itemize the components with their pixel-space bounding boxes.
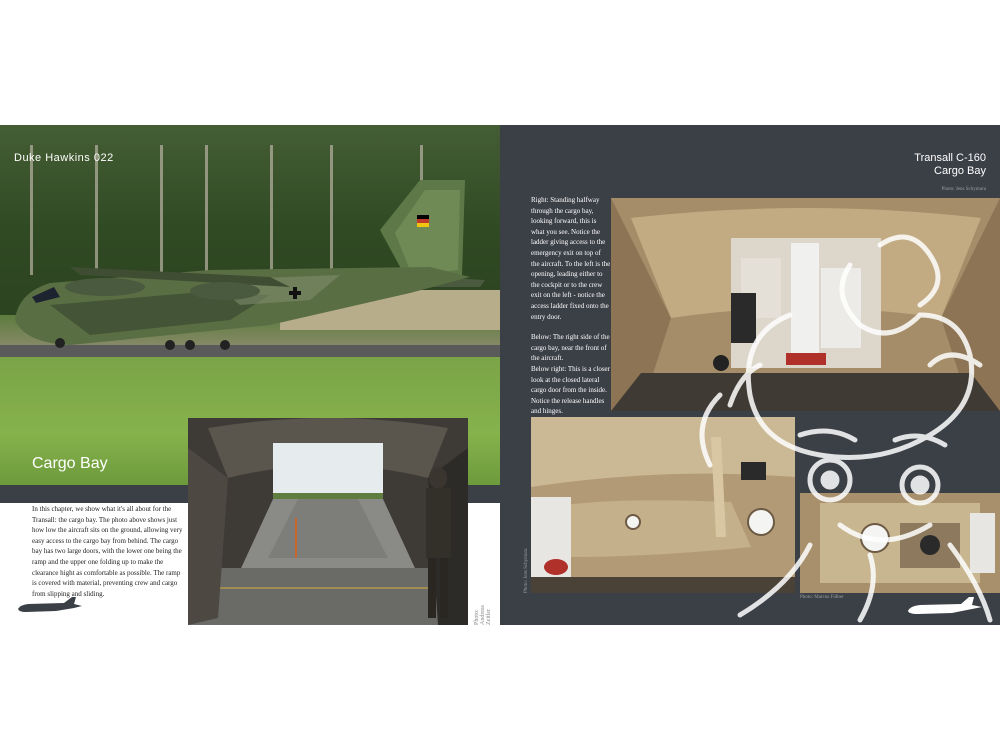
- caption-below-right: Below right: This is a closer look at the closed lateral cargo door from the inside. Notice the release handles and hinges.: [531, 364, 610, 416]
- page-title-line1: Transall C-160: [914, 152, 986, 164]
- book-spread: [0, 125, 1000, 625]
- cargo-ramp-photo: [188, 418, 468, 625]
- photo-credit: Photo: Andreas Zeitler: [474, 605, 492, 625]
- photo-credit-top: Photo: Jens Schymura: [941, 187, 986, 192]
- transall-aircraft: [10, 175, 490, 355]
- caption-below: Below: The right side of the cargo bay, near the front of the aircraft.: [531, 333, 610, 363]
- lateral-cargo-door-photo: [800, 493, 1000, 593]
- intro-paragraph: In this chapter, we show what it's all about for the Transall: the cargo bay. The photo above shows just how low the aircraft sits on the ground, allowing very easy access to the cargo bay from behind. The cargo bay has two large doors, with the lower one being the ramp and the upper one folding up to make the clearance hight as comfortable as possible. The ramp is covered with material, preventing crew and cargo from slipping and sliding.: [32, 505, 183, 598]
- photo-credit-lower-right: Photo: Marcus Fülber: [800, 595, 844, 600]
- page-title-line2: Cargo Bay: [934, 165, 986, 177]
- cargo-bay-right-side-photo: [531, 417, 795, 593]
- right-page: [500, 125, 1000, 625]
- captions: [531, 195, 611, 417]
- page-title: [914, 152, 986, 178]
- cargo-bay-forward-photo: [611, 198, 1000, 411]
- left-page: [0, 125, 500, 625]
- book-series-label: Duke Hawkins 022: [14, 152, 114, 164]
- aircraft-silhouette-icon: [16, 595, 86, 617]
- caption-right: Right: Standing halfway through the cargo bay, looking forward, this is what you see. Notice the ladder giving access to the emergency exit on top of the aircraft. To the left is the opening, leading either to the cockpit or to the crew exit on the left - notice the access ladder fixed onto the entry door.: [531, 196, 611, 321]
- photo-credit-lower-left: Photo: Jens Schymura: [524, 548, 529, 593]
- section-title: Cargo Bay: [32, 455, 108, 472]
- aircraft-silhouette-icon: [906, 595, 986, 619]
